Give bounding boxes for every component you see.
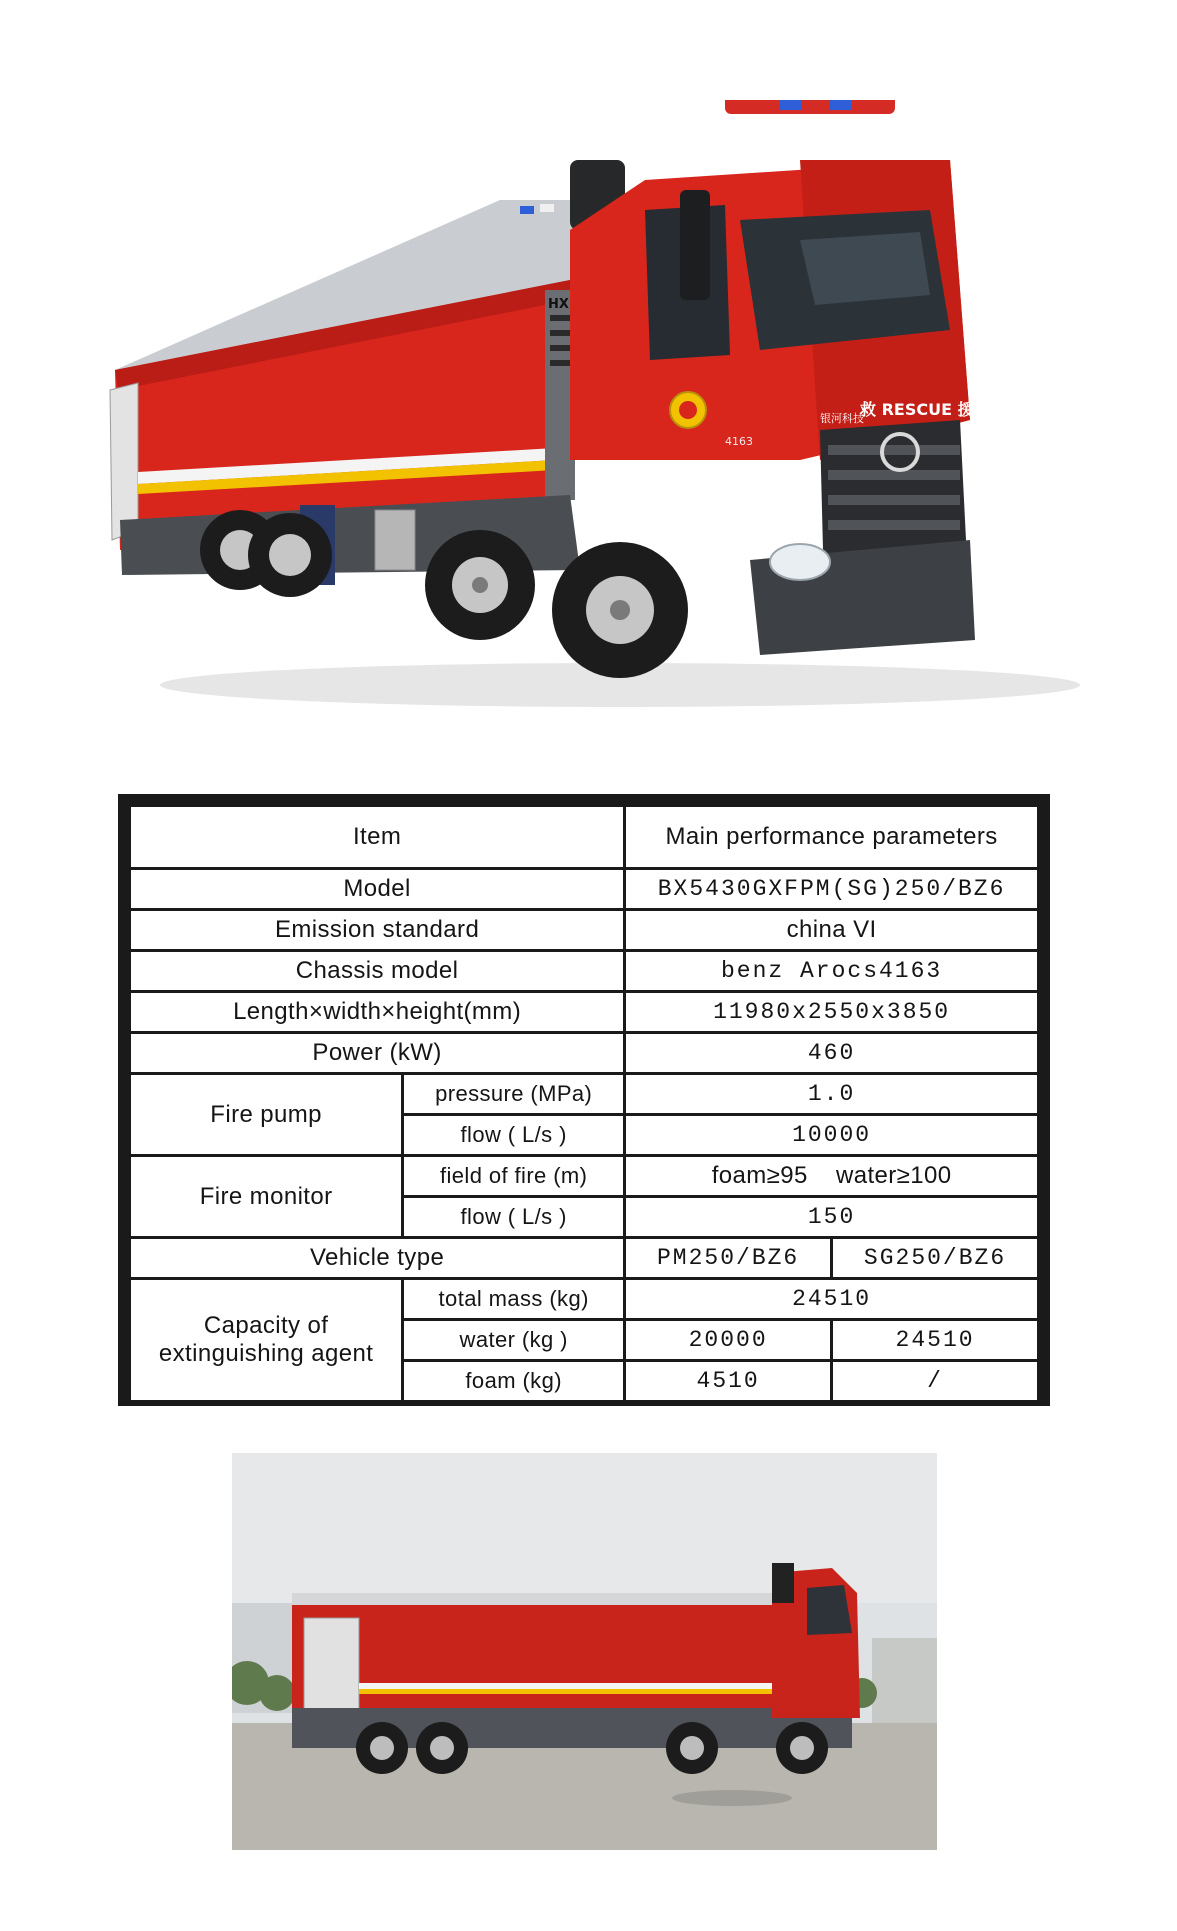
spec-table <box>128 804 1040 1403</box>
total-mass-value: 24510 <box>626 1280 1037 1318</box>
rear-door <box>110 383 138 540</box>
ground-wet-patch <box>672 1790 792 1806</box>
header-item: Item <box>131 807 623 867</box>
side-stripe-yellow <box>359 1689 772 1694</box>
front-wheel <box>552 542 688 678</box>
water-value-b: 24510 <box>833 1321 1037 1359</box>
water-label: water (kg ) <box>404 1321 623 1359</box>
capacity-label-line1: Capacity of <box>203 1312 329 1339</box>
emission-label: Emission standard <box>131 911 623 949</box>
cab-model-text: 4163 <box>725 435 753 448</box>
rear-wheel <box>248 513 332 597</box>
side-stripe-white <box>359 1683 772 1689</box>
table-row <box>131 1075 1037 1113</box>
side-wheel <box>666 1722 718 1774</box>
foam-value-a: 4510 <box>626 1362 830 1400</box>
fire-emblem-center <box>679 401 697 419</box>
cab-brand-text: 银河科技 <box>820 412 864 425</box>
table-row <box>131 1280 1037 1318</box>
table-row <box>131 870 1037 908</box>
dimensions-value: 11980x2550x3850 <box>626 993 1037 1031</box>
light-bar-blue <box>780 100 802 110</box>
headlight <box>770 544 830 580</box>
roof-light <box>520 206 534 214</box>
foam-label: foam (kg) <box>404 1362 623 1400</box>
table-row <box>131 1034 1037 1072</box>
pump-pressure-value: 1.0 <box>626 1075 1037 1113</box>
chassis-label: Chassis model <box>131 952 623 990</box>
power-label: Power (kW) <box>131 1034 623 1072</box>
spec-table-frame <box>118 794 1050 1406</box>
side-wheel <box>776 1722 828 1774</box>
total-mass-label: total mass (kg) <box>404 1280 623 1318</box>
windshield-reflection <box>800 232 930 305</box>
vehicle-type-label: Vehicle type <box>131 1239 623 1277</box>
monitor-field-label: field of fire (m) <box>404 1157 623 1195</box>
capacity-label <box>131 1280 401 1400</box>
dimensions-label: Length×width×height(mm) <box>131 993 623 1031</box>
fire-monitor-label: Fire monitor <box>131 1157 401 1236</box>
pump-flow-value: 10000 <box>626 1116 1037 1154</box>
side-mirror <box>680 190 710 300</box>
side-roof <box>292 1593 772 1605</box>
vehicle-type-b: SG250/BZ6 <box>833 1239 1037 1277</box>
truck-side-photo <box>232 1453 937 1850</box>
monitor-flow-value: 150 <box>626 1198 1037 1236</box>
monitor-flow-label: flow ( L/s ) <box>404 1198 623 1236</box>
roof-light <box>540 204 554 212</box>
model-label: Model <box>131 870 623 908</box>
body-logo-text: HX <box>548 297 569 312</box>
fire-pump-label: Fire pump <box>131 1075 401 1154</box>
pump-flow-label: flow ( L/s ) <box>404 1116 623 1154</box>
foam-value-b: / <box>833 1362 1037 1400</box>
background-building <box>872 1638 937 1723</box>
table-row <box>131 993 1037 1031</box>
table-row <box>131 1239 1037 1277</box>
side-rear-door <box>304 1618 359 1713</box>
vehicle-type-a: PM250/BZ6 <box>626 1239 830 1277</box>
light-bar <box>725 100 895 114</box>
table-row <box>131 1157 1037 1195</box>
side-wheel <box>356 1722 408 1774</box>
mid-wheel <box>425 530 535 640</box>
capacity-label-line2: extinguishing agent <box>158 1340 374 1367</box>
table-row <box>131 952 1037 990</box>
pump-pressure-label: pressure (MPa) <box>404 1075 623 1113</box>
chassis-value: benz Arocs4163 <box>626 952 1037 990</box>
side-cab-window <box>807 1585 852 1635</box>
table-row <box>131 911 1037 949</box>
table-header-row <box>131 807 1037 867</box>
power-value: 460 <box>626 1034 1037 1072</box>
cab-rescue-text: 救 RESCUE 援 <box>860 400 974 419</box>
header-params: Main performance parameters <box>626 807 1037 867</box>
emission-value: china VI <box>626 911 1037 949</box>
side-wheel <box>416 1722 468 1774</box>
light-bar-blue <box>830 100 852 110</box>
fuel-tank <box>375 510 415 570</box>
side-exhaust <box>772 1563 794 1603</box>
monitor-field-value: foam≥95 water≥100 <box>626 1157 1037 1195</box>
truck-front-image <box>100 100 1080 720</box>
model-value: BX5430GXFPM(SG)250/BZ6 <box>626 870 1037 908</box>
water-value-a: 20000 <box>626 1321 830 1359</box>
